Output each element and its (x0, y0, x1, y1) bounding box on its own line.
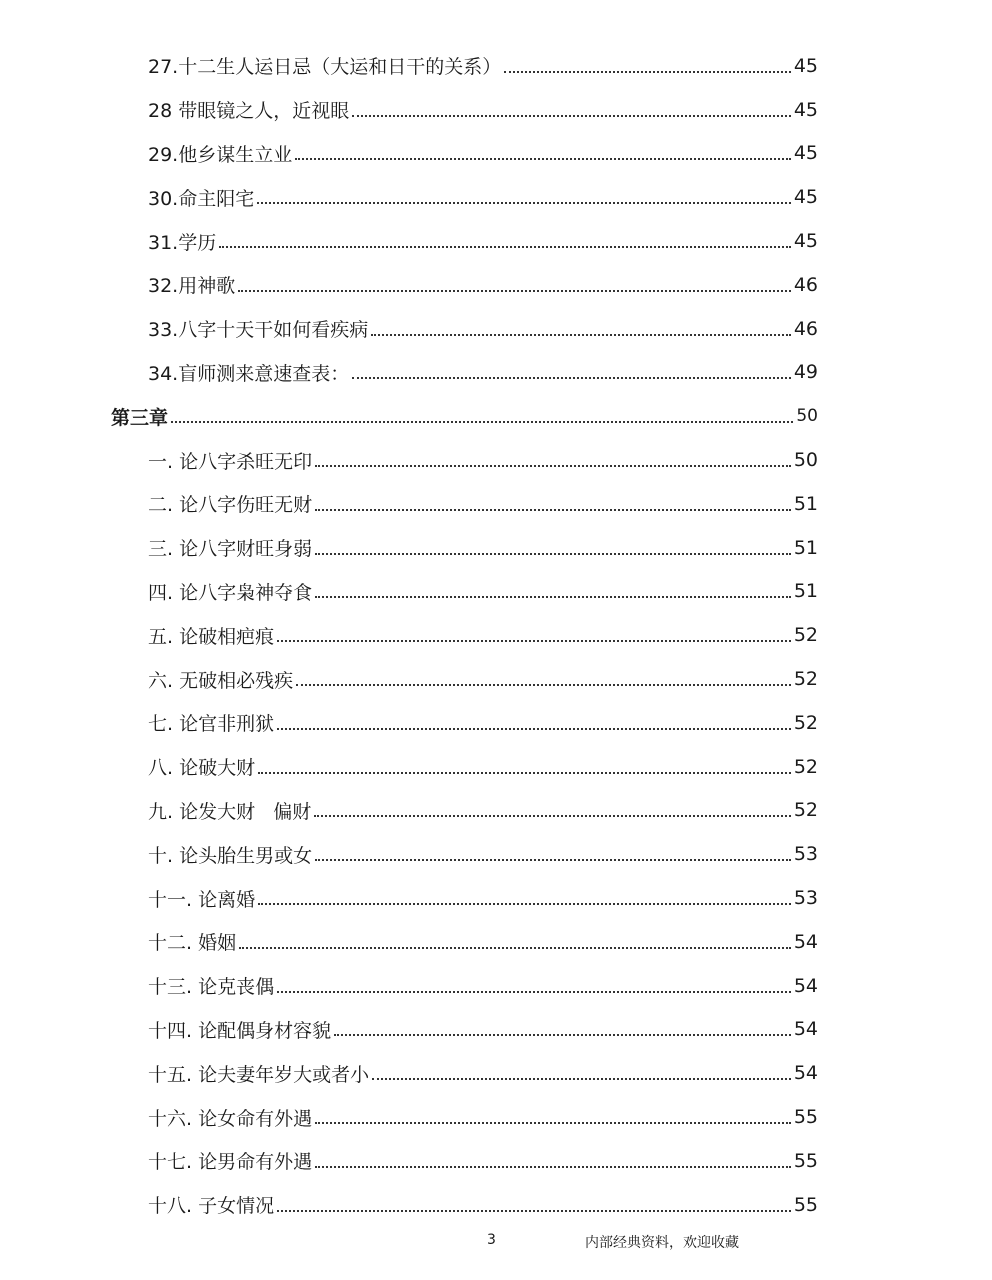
toc-entry-page: 52 (793, 668, 818, 691)
toc-entry[interactable] (0, 876, 992, 920)
toc-entry[interactable] (0, 570, 992, 614)
toc-leader-dots (314, 815, 791, 817)
toc-entry[interactable] (0, 613, 992, 657)
toc-entry-page: 50 (793, 449, 818, 472)
toc-entry-page: 53 (793, 887, 818, 910)
toc-entry-title: 27.十二生人运日忌（大运和日干的关系） (148, 56, 502, 79)
toc-entry-title: 九. 论发大财 偏财 (148, 800, 312, 823)
footer-page-number: 3 (487, 1232, 496, 1248)
toc-entry-page: 52 (793, 755, 818, 778)
toc-entry-page: 45 (793, 142, 818, 165)
toc-entry-title: 二. 论八字伤旺无财 (148, 494, 313, 517)
toc-entry-title: 31.学历 (148, 231, 217, 254)
page-footer (0, 1232, 992, 1256)
toc-leader-dots (504, 71, 791, 73)
toc-entry-page: 45 (793, 186, 818, 209)
toc-entry-page: 55 (793, 1149, 818, 1172)
toc-entry[interactable] (0, 44, 992, 88)
toc-entry-page: 55 (793, 1193, 818, 1216)
toc-entry-page: 45 (793, 54, 818, 77)
toc-entry-page: 55 (793, 1106, 818, 1129)
toc-entry-title: 33.八字十天干如何看疾病 (148, 319, 369, 342)
toc-entry-title: 七. 论官非刑狱 (148, 713, 275, 736)
footer-note: 内部经典资料，欢迎收藏 (585, 1235, 739, 1251)
toc-entry[interactable] (0, 526, 992, 570)
toc-entry-page: 46 (793, 273, 818, 296)
toc-entry[interactable] (0, 1183, 992, 1227)
toc-entry[interactable] (0, 351, 992, 395)
toc-entry-title: 十六. 论女命有外遇 (148, 1107, 313, 1130)
toc-leader-dots (277, 1210, 791, 1212)
toc-entry[interactable] (0, 219, 992, 263)
toc-leader-dots (352, 377, 791, 379)
toc-entry-title: 十七. 论男命有外遇 (148, 1151, 313, 1174)
toc-entry[interactable] (0, 1139, 992, 1183)
toc-leader-dots (315, 1122, 791, 1124)
toc-leader-dots (171, 421, 793, 423)
toc-entry-title: 六. 无破相必残疾 (148, 669, 294, 692)
toc-entry[interactable] (0, 832, 992, 876)
toc-entry-page: 45 (793, 98, 818, 121)
toc-entry-page: 51 (793, 492, 818, 515)
toc-entry-page: 54 (793, 930, 818, 953)
toc-entry-title: 十二. 婚姻 (148, 932, 237, 955)
toc-entry[interactable] (0, 920, 992, 964)
toc-entry-title: 四. 论八字枭神夺食 (148, 581, 313, 604)
toc-entry-title: 十一. 论离婚 (148, 888, 256, 911)
toc-entry-title: 十八. 子女情况 (148, 1195, 275, 1218)
toc-entry[interactable] (0, 657, 992, 701)
toc-chapter-entry[interactable] (0, 394, 992, 438)
toc-leader-dots (315, 553, 791, 555)
toc-entry-title: 28 带眼镜之人，近视眼 (148, 100, 350, 123)
toc-leader-dots (296, 684, 791, 686)
toc-entry-title: 十五. 论夫妻年岁大或者小 (148, 1063, 370, 1086)
toc-leader-dots (258, 772, 791, 774)
toc-entry-page: 53 (793, 843, 818, 866)
toc-leader-dots (219, 246, 791, 248)
toc-leader-dots (372, 1078, 791, 1080)
toc-leader-dots (258, 903, 791, 905)
toc-entry[interactable] (0, 482, 992, 526)
toc-entry-page: 51 (793, 580, 818, 603)
toc-entry[interactable] (0, 175, 992, 219)
toc-entry-page: 51 (793, 536, 818, 559)
toc-entry-title: 十三. 论克丧偶 (148, 976, 275, 999)
toc-entry-page: 52 (793, 711, 818, 734)
toc-entry-page: 54 (793, 974, 818, 997)
toc-entry-title: 八. 论破大财 (148, 757, 256, 780)
toc-leader-dots (315, 859, 791, 861)
toc-entry-page: 54 (793, 1062, 818, 1085)
toc-leader-dots (239, 947, 791, 949)
toc-entry-title: 十. 论头胎生男或女 (148, 844, 313, 867)
toc-entry-title: 30.命主阳宅 (148, 187, 255, 210)
toc-entry-page: 52 (793, 799, 818, 822)
toc-entry[interactable] (0, 789, 992, 833)
toc-leader-dots (315, 1166, 791, 1168)
toc-leader-dots (238, 290, 791, 292)
toc-leader-dots (277, 728, 791, 730)
toc-entry-page: 54 (793, 1018, 818, 1041)
toc-leader-dots (295, 158, 791, 160)
toc-entry-title: 第三章 (111, 406, 169, 429)
toc-entry-title: 一. 论八字杀旺无印 (148, 450, 313, 473)
toc-entry-title: 29.他乡谋生立业 (148, 143, 293, 166)
toc-entry[interactable] (0, 263, 992, 307)
toc-leader-dots (257, 202, 791, 204)
toc-leader-dots (315, 596, 791, 598)
toc-entry-title: 32.用神歌 (148, 275, 236, 298)
toc-leader-dots (277, 991, 791, 993)
toc-entry[interactable] (0, 438, 992, 482)
toc-entry[interactable] (0, 132, 992, 176)
toc-entry-title: 34.盲师测来意速查表： (148, 362, 350, 385)
toc-entry[interactable] (0, 745, 992, 789)
toc-leader-dots (315, 509, 791, 511)
toc-entry[interactable] (0, 1008, 992, 1052)
toc-entry[interactable] (0, 964, 992, 1008)
toc-entry-page: 46 (793, 317, 818, 340)
toc-entry[interactable] (0, 88, 992, 132)
toc-entry[interactable] (0, 307, 992, 351)
toc-entry-title: 五. 论破相疤痕 (148, 625, 275, 648)
toc-leader-dots (352, 115, 791, 117)
toc-leader-dots (277, 640, 791, 642)
toc-leader-dots (315, 465, 791, 467)
toc-entry-page: 45 (793, 230, 818, 253)
toc-entry-page: 52 (793, 624, 818, 647)
toc-entry[interactable] (0, 1095, 992, 1139)
toc-entry-page: 49 (793, 361, 818, 384)
toc-entry[interactable] (0, 701, 992, 745)
table-of-contents (0, 44, 992, 1227)
toc-leader-dots (371, 334, 791, 336)
toc-entry-page: 50 (796, 406, 818, 427)
toc-entry[interactable] (0, 1051, 992, 1095)
toc-entry-title: 三. 论八字财旺身弱 (148, 538, 313, 561)
toc-entry-title: 十四. 论配偶身材容貌 (148, 1019, 332, 1042)
toc-leader-dots (334, 1034, 791, 1036)
